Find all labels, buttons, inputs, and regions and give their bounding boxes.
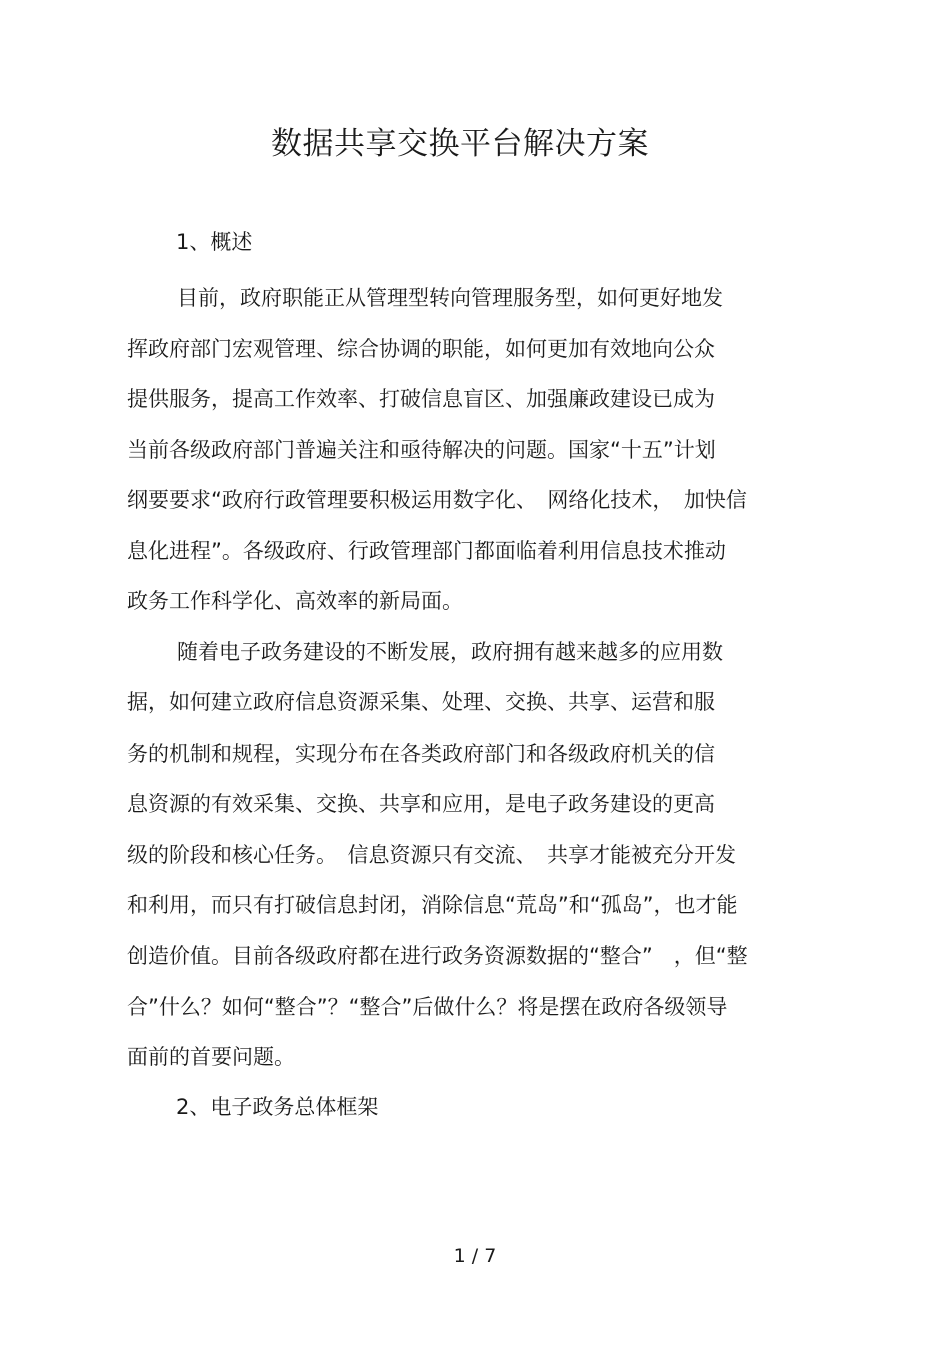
paragraph-line: 和利用，而只有打破信息封闭，消除信息“荒岛”和“孤岛”，也才能	[127, 893, 738, 917]
paragraph-line: 息化进程”。各级政府、行政管理部门都面临着利用信息技术推动	[127, 539, 726, 563]
paragraph-line: 息资源的有效采集、交换、共享和应用，是电子政务建设的更高	[127, 792, 715, 816]
paragraph-line: 提供服务，提高工作效率、打破信息盲区、加强廉政建设已成为	[127, 387, 715, 411]
paragraph-line: 政务工作科学化、高效率的新局面。	[127, 589, 463, 613]
paragraph-line: 创造价值。目前各级政府都在进行政务资源数据的“整合” ，但“整	[127, 944, 748, 968]
paragraph-line: 务的机制和规程，实现分布在各类政府部门和各级政府机关的信	[127, 742, 715, 766]
paragraph-line: 据，如何建立政府信息资源采集、处理、交换、共享、运营和服	[127, 690, 715, 714]
page-number: 1 / 7	[453, 1245, 497, 1267]
paragraph-line: 挥政府部门宏观管理、综合协调的职能，如何更加有效地向公众	[127, 337, 715, 361]
paragraph-line: 目前，政府职能正从管理型转向管理服务型，如何更好地发	[177, 286, 723, 310]
section-heading-overview: 1、概述	[176, 230, 253, 254]
paragraph-line: 面前的首要问题。	[127, 1045, 295, 1069]
paragraph-line: 当前各级政府部门普遍关注和亟待解决的问题。国家“十五”计划	[127, 438, 716, 462]
paragraph-line: 级的阶段和核心任务。 信息资源只有交流、 共享才能被充分开发	[127, 843, 736, 867]
paragraph-line: 合”什么？如何“整合”？“整合”后做什么？将是摆在政府各级领导	[127, 995, 728, 1019]
paragraph-line: 随着电子政务建设的不断发展，政府拥有越来越多的应用数	[177, 640, 723, 664]
paragraph-line: 纲要要求“政府行政管理要积极运用数字化、 网络化技术， 加快信	[127, 488, 747, 512]
document-title: 数据共享交换平台解决方案	[271, 126, 649, 162]
section-heading-framework: 2、电子政务总体框架	[176, 1095, 379, 1119]
